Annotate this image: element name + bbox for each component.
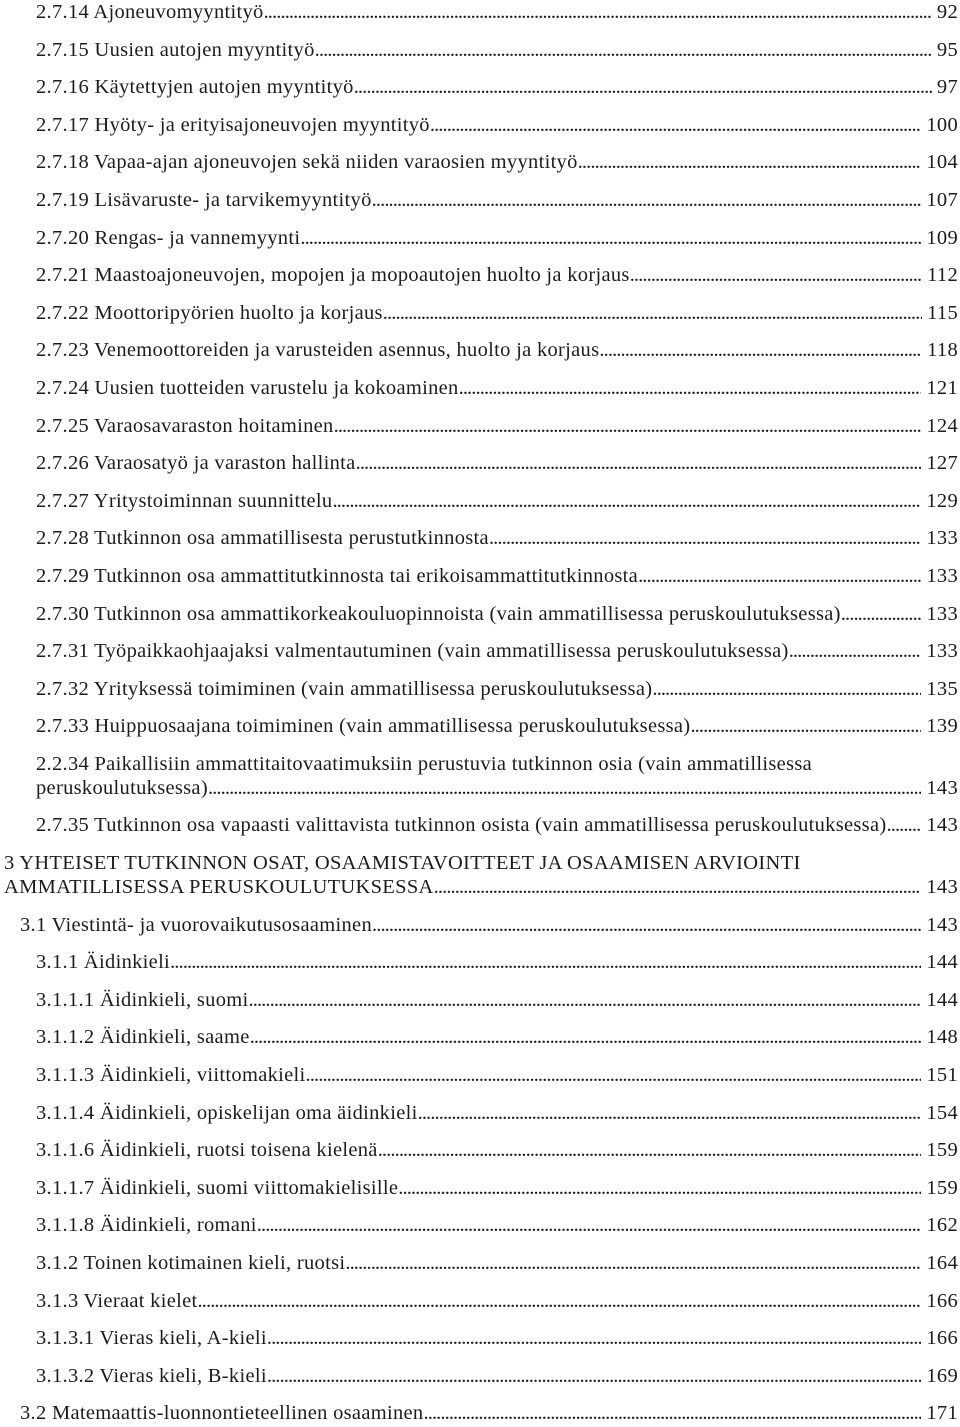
dot-leader <box>652 677 921 701</box>
toc-entry-line <box>36 0 958 24</box>
toc-entry-page-number: 95 <box>936 38 958 61</box>
toc-entry[interactable] <box>0 263 958 287</box>
toc-entry-title: 2.7.22 Moottoripyörien huolto ja korjaus <box>36 301 383 324</box>
dot-leader <box>267 1326 921 1350</box>
toc-entry-page-number: 127 <box>926 452 958 475</box>
toc-entry-line <box>36 150 958 174</box>
toc-entry-page-number: 129 <box>926 489 958 512</box>
dot-leader <box>423 1401 921 1425</box>
dot-leader <box>638 564 921 588</box>
toc-entry-page-number: 171 <box>926 1402 958 1425</box>
toc-entry-line <box>36 813 958 837</box>
toc-entry-title: 2.7.26 Varaosatyö ja varaston hallinta <box>36 452 356 475</box>
toc-entry-page-number: 143 <box>926 776 958 799</box>
toc-entry-title: 2.7.35 Tutkinnon osa vapaasti valittavista tutkinnon osista (vain ammatillisessa peruskoulutuksessa) <box>36 814 887 837</box>
toc-entry-line <box>4 875 958 899</box>
dot-leader <box>398 1176 921 1200</box>
toc-entry-line <box>36 188 958 212</box>
toc-entry[interactable] <box>0 950 958 974</box>
toc-entry-title: 3.1 Viestintä- ja vuorovaikutusosaaminen <box>20 913 372 936</box>
toc-entry-title: 2.7.31 Työpaikkaohjaajaksi valmentautuminen (vain ammatillisessa peruskoulutuksessa) <box>36 640 789 663</box>
dot-leader <box>430 113 922 137</box>
toc-entry-page-number: 115 <box>927 301 958 324</box>
toc-entry-page-number: 159 <box>926 1176 958 1199</box>
toc-entry[interactable] <box>0 677 958 701</box>
toc-entry-title: AMMATILLISESSA PERUSKOULUTUKSESSA <box>4 876 434 899</box>
toc-entry-title: 2.7.33 Huippuosaajana toimiminen (vain ammatillisessa peruskoulutuksessa) <box>36 715 691 738</box>
toc-entry-line <box>36 776 958 800</box>
dot-leader <box>690 714 921 738</box>
toc-entry[interactable] <box>0 188 958 212</box>
toc-entry[interactable] <box>0 602 958 626</box>
toc-entry-page-number: 143 <box>926 814 958 837</box>
dot-leader <box>250 1025 922 1049</box>
toc-entry[interactable] <box>0 714 958 738</box>
toc-entry-page-number: 139 <box>926 715 958 738</box>
toc-entry-title: 2.7.18 Vapaa-ajan ajoneuvojen sekä niiden varaosien myyntityö <box>36 151 578 174</box>
toc-entry[interactable] <box>0 75 958 99</box>
toc-entry[interactable] <box>0 1176 958 1200</box>
toc-entry-page-number: 133 <box>926 527 958 550</box>
dot-leader <box>630 263 922 287</box>
dot-leader <box>170 950 921 974</box>
toc-entry[interactable] <box>0 813 958 837</box>
toc-entry-title: 3.2 Matemaattis-luonnontieteellinen osaaminen <box>20 1402 424 1425</box>
toc-entry[interactable] <box>0 38 958 62</box>
toc-entry-line <box>36 988 958 1012</box>
toc-entry-line <box>36 263 958 287</box>
toc-entry[interactable] <box>0 1063 958 1087</box>
toc-entry-title: 3.1.2 Toinen kotimainen kieli, ruotsi <box>36 1252 346 1274</box>
dot-leader <box>334 414 922 438</box>
dot-leader <box>208 776 921 800</box>
dot-leader <box>356 451 922 475</box>
toc-entry-title: 2.7.15 Uusien autojen myyntityö <box>36 38 315 61</box>
dot-leader <box>887 813 922 837</box>
toc-entry-line <box>36 113 958 137</box>
toc-entry-page-number: 118 <box>927 339 958 362</box>
toc-entry-line <box>36 1213 958 1237</box>
toc-entry[interactable] <box>0 226 958 250</box>
toc-entry[interactable] <box>0 489 958 513</box>
toc-entry-page-number: 124 <box>926 414 958 437</box>
toc-entry-line <box>36 489 958 513</box>
dot-leader <box>300 226 921 250</box>
toc-entry-title: 3.1.1.7 Äidinkieli, suomi viittomakielisille <box>36 1176 399 1199</box>
toc-entry[interactable] <box>0 639 958 663</box>
toc-entry-line <box>36 38 958 62</box>
toc-entry-line <box>36 1289 958 1313</box>
toc-entry-page-number: 143 <box>926 876 958 899</box>
toc-entry-title: 3.1.1.3 Äidinkieli, viittomakieli <box>36 1064 306 1087</box>
dot-leader <box>841 602 922 626</box>
toc-entry-title: 3.1.3.1 Vieras kieli, A-kieli <box>36 1327 267 1350</box>
toc-entry[interactable] <box>0 1138 958 1162</box>
toc-entry-title: 3.1.1.2 Äidinkieli, saame <box>36 1026 250 1049</box>
toc-entry-page-number: 107 <box>926 188 958 211</box>
toc-entry-page-number: 151 <box>926 1064 958 1087</box>
dot-leader <box>434 875 922 899</box>
dot-leader <box>372 913 921 937</box>
toc-entry-title: 2.7.20 Rengas- ja vannemyynti <box>36 226 301 249</box>
toc-entry-line <box>36 714 958 738</box>
toc-entry-title: 2.7.19 Lisävaruste- ja tarvikemyyntityö <box>36 188 372 211</box>
toc-entry-line <box>36 1176 958 1200</box>
toc-entry[interactable] <box>0 1213 958 1237</box>
toc-entry[interactable] <box>0 564 958 588</box>
toc-entry[interactable] <box>0 414 958 438</box>
toc-entry-title: 2.7.27 Yritystoiminnan suunnittelu <box>36 489 333 512</box>
toc-entry[interactable] <box>0 338 958 362</box>
toc-entry-line <box>36 226 958 250</box>
dot-leader <box>489 526 921 550</box>
toc-entry[interactable] <box>0 1289 958 1313</box>
toc-entry[interactable] <box>0 301 958 325</box>
dot-leader <box>264 0 932 24</box>
toc-entry-title: 2.7.23 Venemoottoreiden ja varusteiden asennus, huolto ja korjaus <box>36 339 600 362</box>
toc-entry-page-number: 133 <box>926 564 958 587</box>
toc-entry-page-number: 104 <box>926 151 958 174</box>
toc-entry-page-number: 133 <box>926 602 958 625</box>
toc-entry[interactable] <box>0 1364 958 1388</box>
toc-entry-title: 2.7.32 Yrityksessä toimiminen (vain ammatillisessa peruskoulutuksessa) <box>36 677 653 700</box>
toc-entry-page-number: 144 <box>926 951 958 974</box>
dot-leader <box>345 1251 921 1275</box>
toc-entry-title: 3.1.1.1 Äidinkieli, suomi <box>36 988 249 1011</box>
dot-leader <box>198 1289 922 1313</box>
toc-entry-line <box>36 451 958 475</box>
toc-entry-title: 2.7.17 Hyöty- ja erityisajoneuvojen myyntityö <box>36 113 430 136</box>
toc-entry[interactable] <box>0 1025 958 1049</box>
toc-entry-line <box>36 1364 958 1388</box>
toc-entry[interactable] <box>0 113 958 137</box>
toc-entry-line <box>36 526 958 550</box>
dot-leader <box>378 1138 922 1162</box>
toc-entry[interactable] <box>0 376 958 400</box>
toc-entry[interactable] <box>0 0 958 24</box>
toc-entry[interactable] <box>0 1326 958 1350</box>
toc-entry-line <box>36 950 958 974</box>
toc-entry-page-number: 121 <box>926 376 958 399</box>
dot-leader <box>599 338 922 362</box>
toc-entry-page-number: 143 <box>926 913 958 936</box>
toc-entry-page-number: 135 <box>926 677 958 700</box>
toc-entry-title: 3.1.1.8 Äidinkieli, romani <box>36 1214 257 1237</box>
toc-entry[interactable] <box>0 451 958 475</box>
toc-entry-line <box>36 1063 958 1087</box>
toc-entry-title: 2.7.29 Tutkinnon osa ammattitutkinnosta tai erikoisammattitutkinnosta <box>36 564 639 587</box>
toc-entry-title: 3.1.3 Vieraat kielet <box>36 1289 198 1312</box>
toc-entry[interactable] <box>0 913 958 937</box>
toc-entry-line <box>36 639 958 663</box>
toc-entry[interactable] <box>0 526 958 550</box>
toc-entry-line <box>36 338 958 362</box>
toc-entry-page-number: 112 <box>927 264 958 287</box>
toc-entry-line <box>36 1101 958 1125</box>
toc-entry-line <box>36 301 958 325</box>
toc-entry-title: peruskoulutuksessa) <box>36 776 208 799</box>
toc-entry-title: 2.7.21 Maastoajoneuvojen, mopojen ja mopoautojen huolto ja korjaus <box>36 264 630 287</box>
toc-entry-title: 3.1.1 Äidinkieli <box>36 951 171 974</box>
toc-entry-page-number: 133 <box>926 640 958 663</box>
toc-entry-line <box>20 913 958 937</box>
toc-entry-line <box>36 1025 958 1049</box>
dot-leader <box>306 1063 922 1087</box>
dot-leader <box>249 988 922 1012</box>
toc-entry-line <box>36 1251 958 1275</box>
toc-entry-page-number: 164 <box>926 1252 958 1274</box>
toc-entry-page-number: 159 <box>926 1139 958 1162</box>
toc-entry-title: 2.7.14 Ajoneuvomyyntityö <box>36 1 264 23</box>
dot-leader <box>315 38 932 62</box>
toc-entry[interactable] <box>0 752 958 800</box>
dot-leader <box>372 188 922 212</box>
toc-entry-title: 3.1.1.4 Äidinkieli, opiskelijan oma äidinkieli <box>36 1101 418 1124</box>
toc-entry-page-number: 144 <box>926 988 958 1011</box>
toc-entry-page-number: 109 <box>926 226 958 249</box>
toc-entry-page-number: 166 <box>926 1327 958 1350</box>
toc-entry-title-line: 3 YHTEISET TUTKINNON OSAT, OSAAMISTAVOITTEET JA OSAAMISEN ARVIOINTI <box>4 852 801 875</box>
toc-entry-line <box>20 1401 958 1425</box>
toc-entry-title: 2.7.28 Tutkinnon osa ammatillisesta perustutkinnosta <box>36 527 489 550</box>
toc-entry-line <box>36 1138 958 1162</box>
toc-entry-line <box>36 677 958 701</box>
toc-entry-line <box>36 602 958 626</box>
toc-entry-title-line: 2.2.34 Paikallisiin ammattitaitovaatimuksiin perustuvia tutkinnon osia (vain ammatillisessa <box>36 752 813 775</box>
toc-entry-title: 2.7.25 Varaosavaraston hoitaminen <box>36 414 334 437</box>
toc-entry-line <box>36 414 958 438</box>
toc-entry-title: 2.7.24 Uusien tuotteiden varustelu ja kokoaminen <box>36 376 459 399</box>
toc-entry-line <box>36 376 958 400</box>
dot-leader <box>578 150 922 174</box>
toc-entry[interactable] <box>0 1101 958 1125</box>
dot-leader <box>354 75 932 99</box>
toc-entry-line <box>36 564 958 588</box>
toc-entry-page-number: 148 <box>926 1026 958 1049</box>
toc-entry-page-number: 166 <box>926 1289 958 1312</box>
toc-entry-page-number: 92 <box>936 1 958 23</box>
toc-entry-page-number: 162 <box>926 1214 958 1237</box>
dot-leader <box>789 639 922 663</box>
toc-entry[interactable] <box>0 1401 958 1425</box>
toc-entry-page-number: 154 <box>926 1101 958 1124</box>
toc-entry-line <box>36 1326 958 1350</box>
toc-entry[interactable] <box>0 150 958 174</box>
dot-leader <box>459 376 922 400</box>
toc-entry[interactable] <box>0 851 958 899</box>
toc-entry-page-number: 169 <box>926 1364 958 1387</box>
dot-leader <box>257 1213 922 1237</box>
toc-entry-page-number: 97 <box>936 76 958 99</box>
dot-leader <box>267 1364 921 1388</box>
toc-entry[interactable] <box>0 1251 958 1275</box>
toc-entry-title: 3.1.3.2 Vieras kieli, B-kieli <box>36 1364 267 1387</box>
toc-entry-title: 3.1.1.6 Äidinkieli, ruotsi toisena kielenä <box>36 1139 378 1162</box>
toc-entry-title: 2.7.16 Käytettyjen autojen myyntityö <box>36 76 354 99</box>
toc-entry-line <box>36 75 958 99</box>
toc-entry[interactable] <box>0 988 958 1012</box>
dot-leader <box>418 1101 922 1125</box>
dot-leader <box>332 489 921 513</box>
dot-leader <box>383 301 922 325</box>
toc-entry-title: 2.7.30 Tutkinnon osa ammattikorkeakouluopinnoista (vain ammatillisessa peruskoulutuksessa) <box>36 602 841 625</box>
toc-entry-page-number: 100 <box>926 113 958 136</box>
